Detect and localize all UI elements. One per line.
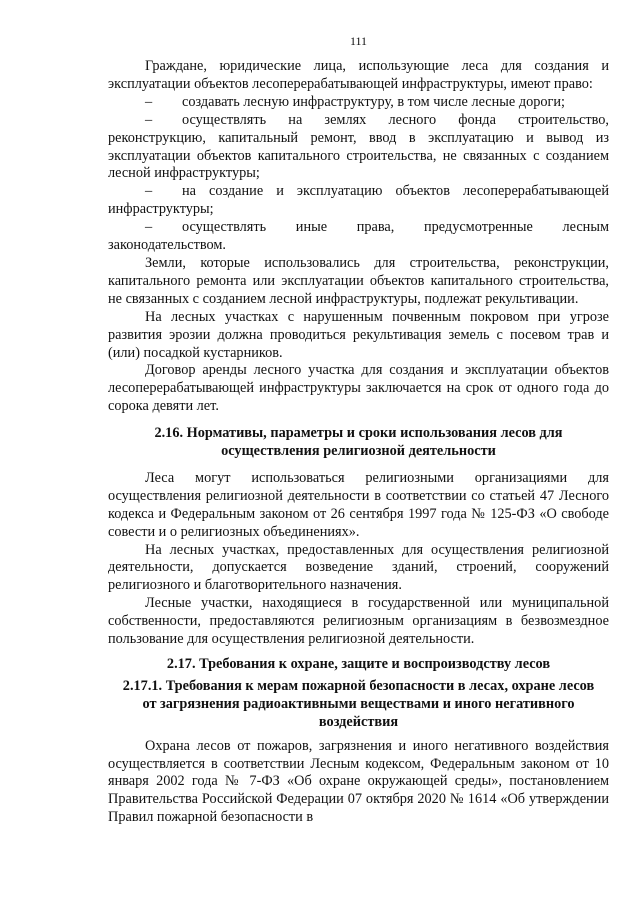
paragraph-religious-use: Леса могут использоваться религиозными организациями для осуществления религиозной деятельности в соответствии со статьей 47 Лесного кодекса и Федеральным законом от 26 сентября 1997 года № 125-ФЗ «О свободе совести и о религиозных объединениях». (108, 469, 609, 540)
list-item-text: на создание и эксплуатацию объектов лесоперерабатывающей инфраструктуры; (108, 183, 609, 218)
paragraph-religious-buildings: На лесных участках, предоставленных для осуществления религиозной деятельности, допускается возведение зданий, строений, сооружений религиозного и благотворительного назначения. (108, 541, 609, 594)
list-marker: – (145, 183, 153, 200)
heading-line: 2.16. Нормативы, параметры и сроки использования лесов для (154, 425, 563, 442)
page-number: 111 (349, 34, 368, 48)
list-item (108, 112, 609, 184)
section-heading-2-17-1 (108, 678, 609, 732)
section-heading-2-17: 2.17. Требования к охране, защите и воспроизводству лесов (166, 656, 551, 672)
list-item (108, 219, 609, 255)
paragraph-religious-lease: Лесные участки, находящиеся в государственной или муниципальной собственности, предоставляются религиозным организациям в безвозмездное пользование для осуществления религиозной деятельности. (108, 595, 609, 648)
list-item (108, 94, 609, 112)
paragraph-lease: Договор аренды лесного участка для создания и эксплуатации объектов лесоперерабатывающей инфраструктуры заключается на срок от одного года до сорока девяти лет. (108, 362, 609, 415)
list-item (108, 183, 609, 219)
heading-line: осуществления религиозной деятельности (221, 443, 496, 460)
list-item-text: осуществлять на землях лесного фонда строительство, реконструкцию, капитальный ремонт, ввод в эксплуатацию и вывод из эксплуатации объектов капитального строительства, не связанных с созданием лесной инфраструктуры; (108, 111, 609, 182)
section-heading-2-16 (108, 425, 609, 461)
heading-line: 2.17.1. Требования к мерам пожарной безопасности в лесах, охране лесов (122, 677, 595, 694)
paragraph-lands: Земли, которые использовались для строительства, реконструкции, капитального ремонта или эксплуатации объектов капитального строительства, не связанных с созданием лесной инфраструктуры, подлежат рекультивации. (108, 254, 609, 307)
paragraph-erosion: На лесных участках с нарушенным почвенным покровом при угрозе развития эрозии должна проводиться рекультивация земель с посевом трав и (или) посадкой кустарников. (108, 308, 609, 361)
paragraph-intro: Граждане, юридические лица, использующие леса для создания и эксплуатации объектов лесоперерабатывающей инфраструктуры, имеют право: (108, 58, 609, 92)
paragraph-fire-protection: Охрана лесов от пожаров, загрязнения и иного негативного воздействия осуществляется в соответствии Лесным кодексом, Федеральным законом от 10 января 2002 года № 7-ФЗ «Об охране окружающей среды», постановлением Правительства Российской Федерации 07 октября 2020 № 1614 «Об утверждении Правил пожарной безопасности в (108, 737, 609, 826)
list-marker: – (145, 93, 153, 110)
list-marker: – (145, 219, 153, 236)
heading-line: воздействия (318, 713, 399, 730)
list-item-text: создавать лесную инфраструктуру, в том числе лесные дороги; (182, 93, 566, 110)
heading-line: от загрязнения радиоактивными веществами и иного негативного (142, 695, 575, 712)
list-marker: – (145, 111, 153, 128)
list-item-text: осуществлять иные права, предусмотренные лесным законодательством. (108, 219, 609, 254)
